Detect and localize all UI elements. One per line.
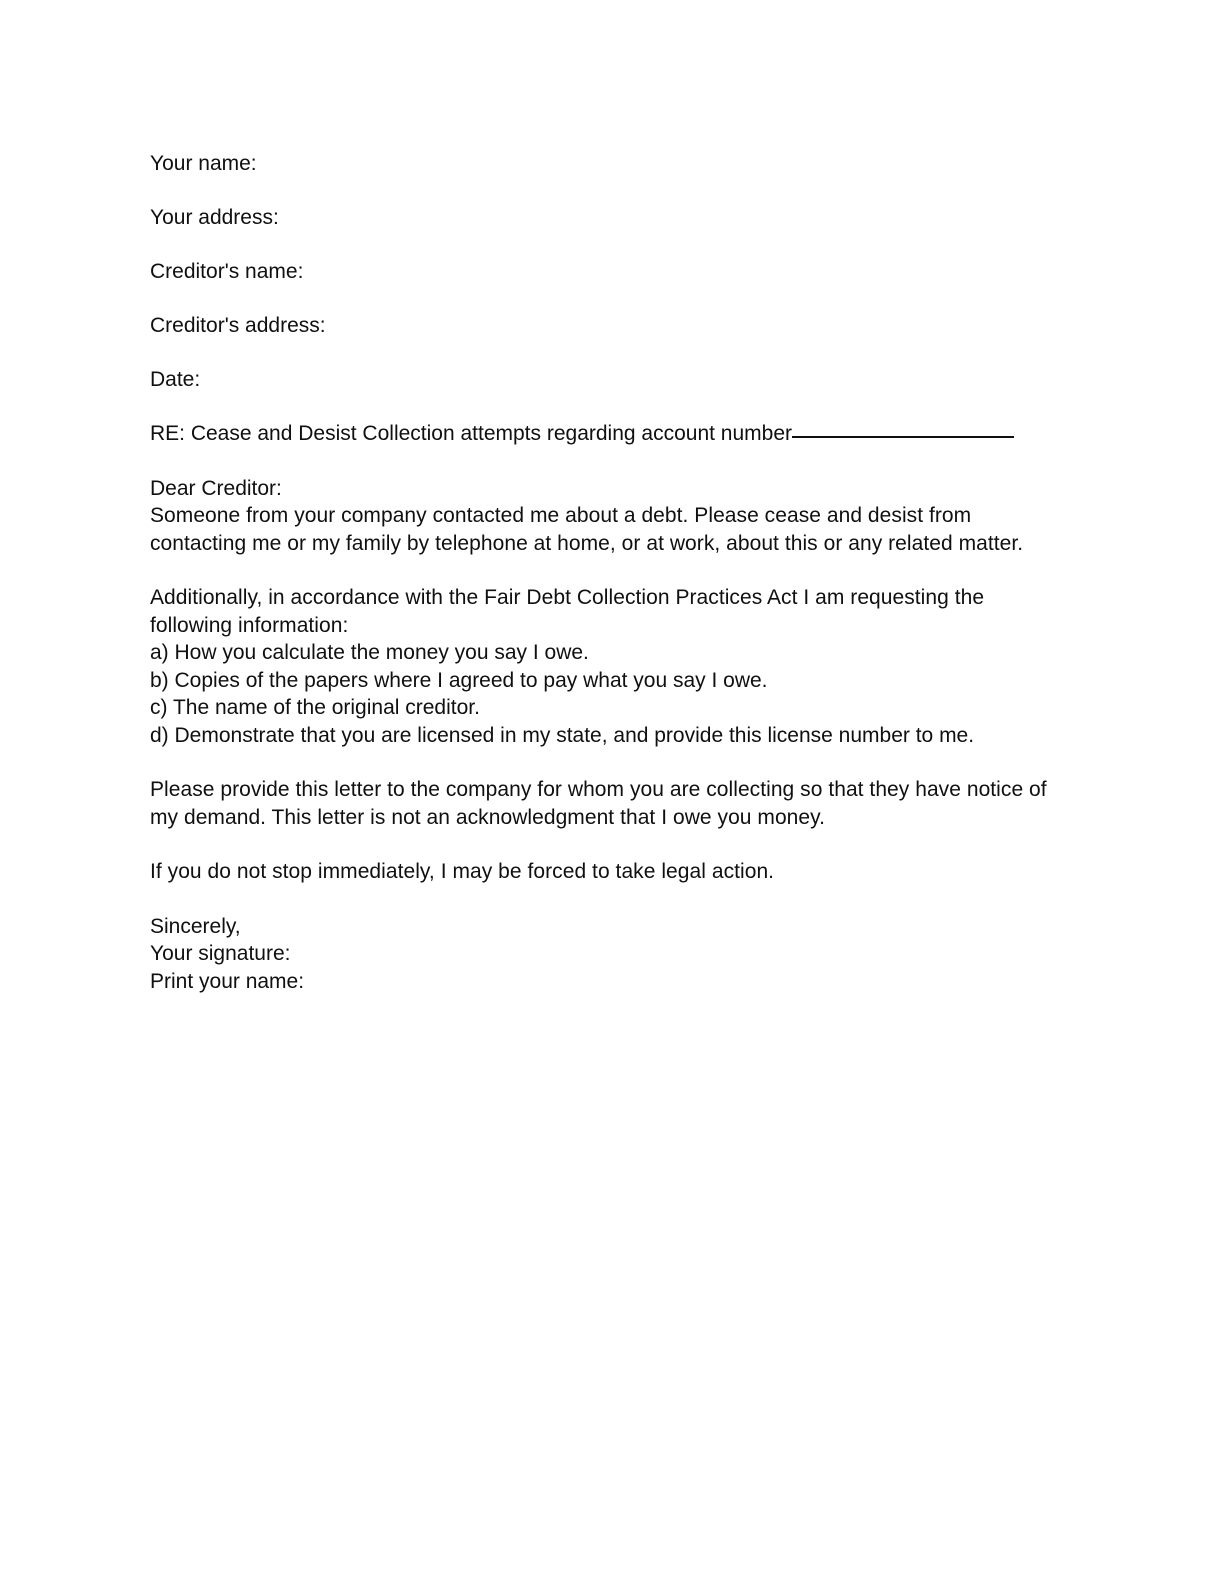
information-request-block	[150, 584, 1065, 749]
subject-line	[150, 420, 1065, 448]
paragraph-notice-of-demand: Please provide this letter to the company for whom you are collecting so that they have notice of my demand. This letter is not an acknowledgment that I owe you money.	[150, 778, 1053, 829]
request-item-d: d) Demonstrate that you are licensed in my state, and provide this license number to me.	[150, 723, 975, 747]
letter-body	[150, 150, 1065, 995]
field-date: Date:	[150, 368, 201, 391]
subject-block	[150, 420, 1065, 448]
field-print-your-name: Print your name:	[150, 969, 305, 993]
paragraph-cease-request: Someone from your company contacted me about a debt. Please cease and desist from contacting me or my family by telephone at home, or at work, about this or any related matter.	[150, 504, 1024, 555]
account-number-blank	[792, 436, 1014, 438]
paragraph-legal-action: If you do not stop immediately, I may be forced to take legal action.	[150, 860, 775, 883]
field-creditor-address: Creditor's address:	[150, 314, 326, 337]
paragraph-fdcpa-intro: Additionally, in accordance with the Fair Debt Collection Practices Act I am requesting the following information:	[150, 586, 990, 637]
request-item-a: a) How you calculate the money you say I owe.	[150, 641, 589, 664]
request-item-b: b) Copies of the papers where I agreed to pay what you say I owe.	[150, 668, 768, 692]
field-your-name: Your name:	[150, 152, 257, 175]
header-fields-block	[150, 150, 1065, 394]
subject-text: RE: Cease and Desist Collection attempts regarding account number	[150, 422, 792, 445]
field-creditor-name: Creditor's name:	[150, 260, 304, 283]
notice-block	[150, 776, 1065, 831]
legal-action-block	[150, 858, 1065, 886]
request-item-c: c) The name of the original creditor.	[150, 696, 480, 719]
sign-off: Sincerely,	[150, 914, 241, 938]
salutation: Dear Creditor:	[150, 476, 282, 500]
closing-block	[150, 913, 1065, 996]
field-your-signature: Your signature:	[150, 942, 291, 965]
field-your-address: Your address:	[150, 206, 279, 229]
greeting-block	[150, 475, 1065, 558]
